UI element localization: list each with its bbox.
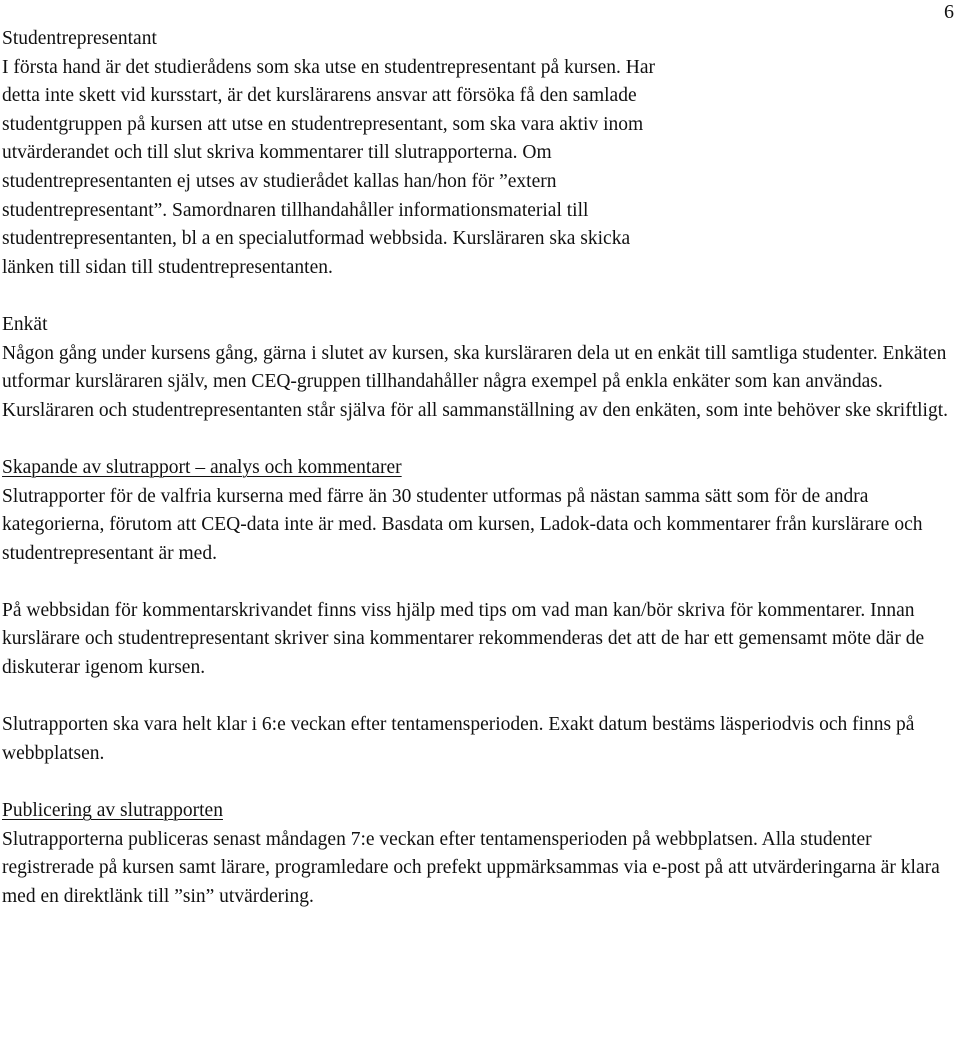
section-spacer — [2, 425, 957, 454]
paragraph-spacer — [2, 568, 957, 597]
section-heading: Enkät — [2, 313, 48, 335]
text-line: studentrepresentanten, bl a en specialutformad webbsida. Kursläraren ska skicka — [2, 228, 631, 250]
section-spacer — [2, 768, 957, 797]
section-publicering — [2, 797, 957, 911]
paragraph: Slutrapporten ska vara helt klar i 6:e veckan efter tentamensperioden. Exakt datum bestäms läsperiodvis och finns på webbplatsen. — [2, 714, 915, 764]
page-number: 6 — [944, 1, 954, 23]
section-studentrepresentant — [2, 25, 957, 282]
paragraph-spacer — [2, 683, 957, 712]
section-enkat — [2, 311, 957, 425]
document-body — [2, 25, 957, 911]
paragraph: Slutrapporterna publiceras senast måndagen 7:e veckan efter tentamensperioden på webbplatsen. Alla studenter registrerade på kursen samt lärare, programledare och prefekt uppmärksammas via e-post på att utvärderingarna är klara med en direktlänk till ”sin” utvärdering. — [2, 828, 940, 907]
section-slutrapport — [2, 454, 957, 769]
paragraph: Någon gång under kursens gång, gärna i slutet av kursen, ska kursläraren dela ut en enkät till samtliga studenter. Enkäten utformar kursläraren själv, men CEQ-gruppen tillhandahåller några exempel på enkla enkäter som kan användas. Kursläraren och studentrepresentanten står själva för all sammanställning av den enkäten, som inte behöver ske skriftligt. — [2, 342, 948, 421]
text-line: studentrepresentant”. Samordnaren tillhandahåller informationsmaterial till — [2, 199, 589, 221]
paragraph: Slutrapporter för de valfria kurserna med färre än 30 studenter utformas på nästan samma sätt som för de andra kategorierna, förutom att CEQ-data inte är med. Basdata om kursen, Ladok-data och kommentarer från kurslärare och studentrepresentant är med. — [2, 485, 923, 564]
text-line: detta inte skett vid kursstart, är det kurslärarens ansvar att försöka få den samlade — [2, 85, 637, 107]
section-heading: Publicering av slutrapporten — [2, 800, 223, 822]
section-heading: Skapande av slutrapport – analys och kommentarer — [2, 456, 402, 478]
text-line: länken till sidan till studentrepresentanten. — [2, 256, 333, 278]
section-body — [2, 54, 957, 283]
section-spacer — [2, 282, 957, 311]
section-heading: Studentrepresentant — [2, 28, 157, 49]
text-line: studentgruppen på kursen att utse en studentrepresentant, som ska vara aktiv inom — [2, 113, 644, 135]
text-line: I första hand är det studierådens som ska utse en studentrepresentant på kursen. Har — [2, 56, 656, 78]
text-line: studentrepresentanten ej utses av studierådet kallas han/hon för ”extern — [2, 170, 557, 192]
paragraph: På webbsidan för kommentarskrivandet finns viss hjälp med tips om vad man kan/bör skriva för kommentarer. Innan kurslärare och studentrepresentant skriver sina kommentarer rekommenderas det att de har ett gemensamt möte där de diskuterar igenom kursen. — [2, 599, 925, 679]
text-line: utvärderandet och till slut skriva kommentarer till slutrapporterna. Om — [2, 142, 552, 164]
